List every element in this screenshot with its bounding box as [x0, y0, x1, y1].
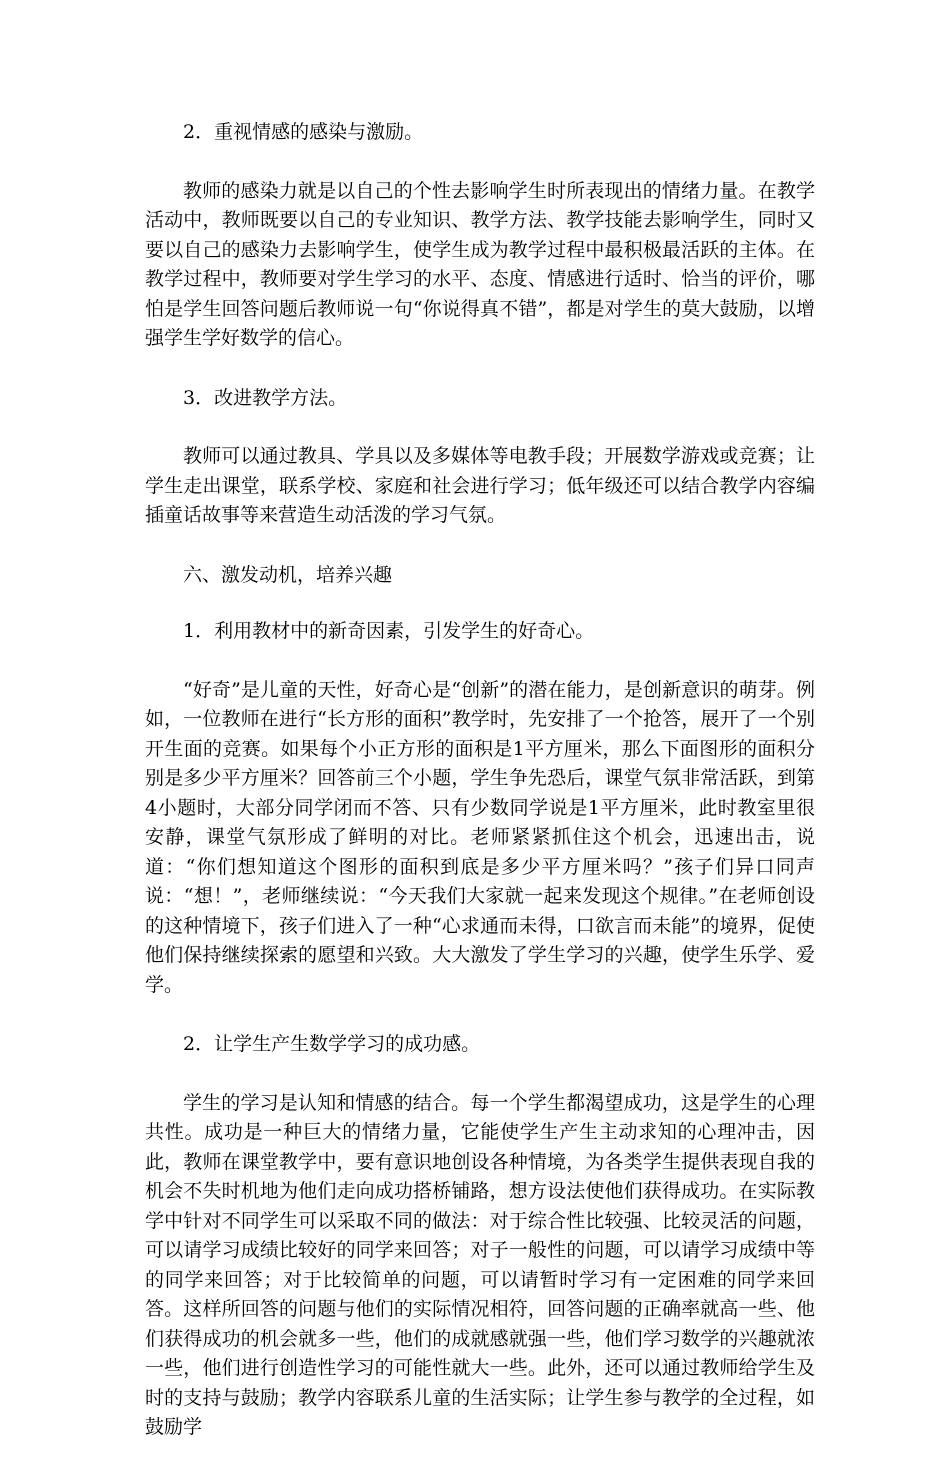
paragraph-teaching-methods: 教师可以通过教具、学具以及多媒体等电教手段；开展数学游戏或竞赛；让学生走出课堂，联系学校、家庭和社会进行学习；低年级还可以结合教学内容编插童话故事等来营造生动活泼的学习气氛。: [145, 445, 815, 526]
document-page: [145, 118, 815, 1473]
chapter-heading-motivation-interest: 六、激发动机，培养兴趣: [183, 563, 393, 586]
section-heading-improve-methods: 3．改进教学方法。: [183, 386, 348, 409]
paragraph-teacher-influence: 教师的感染力就是以自己的个性去影响学生时所表现出的情绪力量。在教学活动中，教师既要以自己的专业知识、教学方法、教学技能去影响学生，同时又要以自己的感染力去影响学生，使学生成为教学过程中最积极最活跃的主体。在教学过程中，教师要对学生学习的水平、态度、情感进行适时、恰当的评价，哪怕是学生回答问题后教师说一句“你说得真不错”，都是对学生的莫大鼓励，以增强学生学好数学的信心。: [145, 179, 815, 349]
section-heading-emotional-motivation: 2．重视情感的感染与激励。: [183, 121, 424, 143]
paragraph-success-feeling: 学生的学习是认知和情感的结合。每一个学生都渴望成功，这是学生的心理共性。成功是一种巨大的情绪力量，它能使学生产生主动求知的心理冲击，因此，教师在课堂教学中，要有意识地创设各种情境，为各类学生提供表现自我的机会不失时机地为他们走向成功搭桥铺路，想方设法使他们获得成功。在实际教学中针对不同学生可以采取不同的做法：对于综合性比较强、比较灵活的问题，可以请学习成绩比较好的同学来回答；对子一般性的问题，可以请学习成绩中等的同学来回答；对于比较简单的问题，可以请暂时学习有一定困难的同学来回答。这样所回答的问题与他们的实际情况相符，回答问题的正确率就高一些、他们获得成功的机会就多一些，他们的成就感就强一些，他们学习数学的兴趣就浓一些，他们进行创造性学习的可能性就大一些。此外，还可以通过教师给学生及时的支持与鼓励；教学内容联系儿童的生活实际；让学生参与教学的全过程，如鼓励学: [145, 1091, 815, 1438]
section-heading-curiosity: 1．利用教材中的新奇因素，引发学生的好奇心。: [183, 620, 595, 642]
paragraph-curiosity-example: “好奇”是儿童的天性，好奇心是“创新”的潜在能力，是创新意识的萌芽。例如，一位教师在进行“长方形的面积”教学时，先安排了一个抢答，展开了一个别开生面的竞赛。如果每个小正方形的面积是1平方厘米，那么下面图形的面积分别是多少平方厘米？回答前三个小题，学生争先恐后，课堂气氛非常活跃，到第4小题时，大部分同学闭而不答、只有少数同学说是1平方厘米，此时教室里很安静，课堂气氛形成了鲜明的对比。老师紧紧抓住这个机会，迅速出击，说道：“你们想知道这个图形的面积到底是多少平方厘米吗？”孩子们异口同声说：“想！”，老师继续说：“今天我们大家就一起来发现这个规律。”在老师创设的这种情境下，孩子们进入了一种“心求通而未得，口欲言而未能”的境界，促使他们保持继续探索的愿望和兴致。大大激发了学生学习的兴趣，使学生乐学、爱学。: [145, 678, 815, 996]
section-heading-success: 2．让学生产生数学学习的成功感。: [183, 1033, 481, 1055]
